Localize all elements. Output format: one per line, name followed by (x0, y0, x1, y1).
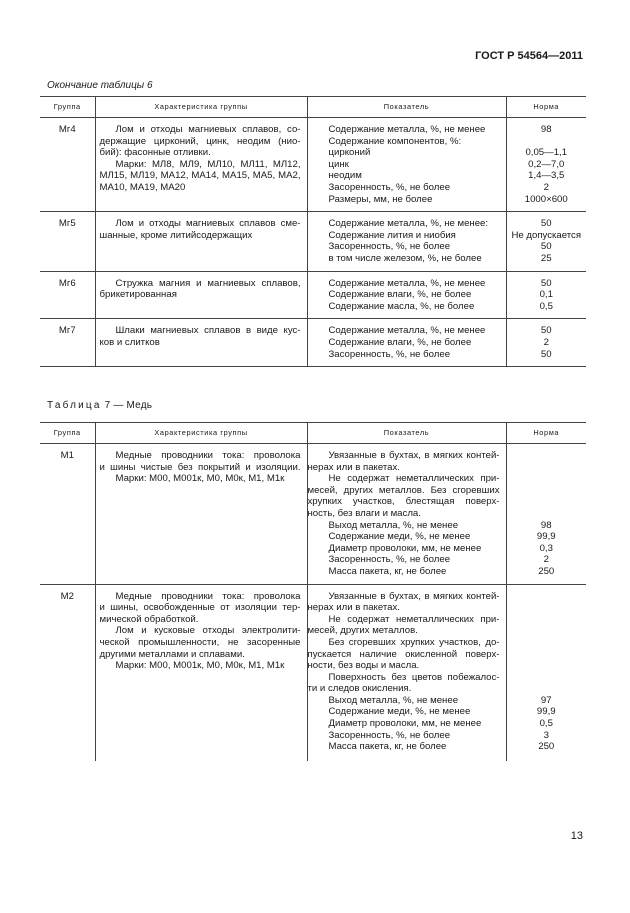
cell-text-line: Содержание металла, %, не менее: (328, 218, 489, 230)
cell-text-line: 0,5 (539, 718, 553, 730)
group-cell: М2 (60, 590, 74, 602)
cell-text-line (507, 660, 587, 672)
group-cell: Мг6 (58, 277, 76, 289)
cell-text-line: шанные, кроме литийсодержащих (99, 229, 253, 241)
cell-text-line: Стружка магния и магниевых сплавов, (115, 277, 301, 289)
cell-text-line: 250 (538, 565, 555, 577)
cell-text-line: Засоренность, %, не более (328, 348, 451, 360)
table-row (40, 218, 586, 264)
cell-text-line: 25 (540, 252, 552, 264)
cell-text-line (507, 473, 587, 485)
cell-text-line (507, 602, 587, 614)
characteristic-cell (95, 218, 307, 264)
cell-text-line: ности, без воды и масла. (307, 660, 420, 672)
cell-text-line (507, 625, 587, 637)
cell-text-line (507, 508, 587, 520)
cell-text-line: Содержание влаги, %, не более (328, 289, 472, 301)
norm-cell (506, 591, 586, 753)
cell-text-line: другими металлами и сплавами. (99, 648, 245, 660)
cell-text-line: Марки: МЛ8, МЛ9, МЛ10, МЛ11, МЛ12, (115, 158, 301, 170)
cell-text-line: 50 (540, 325, 552, 337)
cell-text-line: Диаметр проволоки, мм, не менее (328, 718, 482, 730)
cell-text-line: Поверхность без цветов побежалос- (328, 671, 500, 683)
table7-caption-word: Таблица (47, 400, 102, 411)
cell-text-line: Марки: М00, М001к, М0, М0к, М1, М1к (115, 473, 285, 485)
cell-text-line: 250 (538, 741, 555, 753)
cell-text-line: Содержание металла, %, не менее (328, 124, 486, 135)
cell-text-line: Засоренность, %, не более (328, 729, 451, 741)
cell-text-line: 97 (540, 694, 552, 706)
col-header-group: Группа (40, 97, 95, 118)
cell-text-line: Засоренность, %, не более (328, 241, 451, 253)
col-header-norm: Норма (506, 97, 586, 118)
page-number: 13 (570, 830, 583, 842)
col-header-group: Группа (40, 423, 95, 444)
cell-text-line: 98 (540, 124, 552, 135)
group-cell: Мг4 (58, 124, 76, 135)
cell-text-line: Диаметр проволоки, мм, не менее (328, 542, 482, 554)
norm-cell (506, 124, 586, 205)
cell-text-line: Содержание лития и ниобия (328, 229, 456, 241)
cell-text-line: ков и слитков (99, 336, 160, 348)
cell-text-line: Содержание металла, %, не менее (328, 277, 486, 289)
cell-text-line: Не содержат неметаллических при- (328, 613, 500, 625)
col-header-norm: Норма (506, 423, 586, 444)
cell-text-line: Размеры, мм, не более (328, 193, 433, 205)
col-header-indicator: Показатель (307, 97, 506, 118)
cell-text-line: и шины, освобожденные от изоляции тер- (99, 602, 301, 614)
cell-text-line: МЛ15, МЛ19, МА12, МА14, МА15, МА5, МА2, (99, 170, 301, 182)
cell-text-line: Увязанные в бухтах, в мягких контей- (328, 590, 500, 602)
cell-text-line (507, 462, 587, 474)
indicator-cell (307, 124, 506, 205)
cell-text-line: в том числе железом, %, не более (328, 252, 482, 264)
cell-text-line: 3 (543, 729, 549, 741)
cell-text-line: Марки: М00, М001к, М0, М0к, М1, М1к (115, 660, 285, 672)
cell-text-line: Масса пакета, кг, не более (328, 741, 447, 753)
cell-text-line: 2 (543, 181, 549, 193)
cell-text-line: 99,9 (536, 706, 556, 718)
cell-text-line: 0,1 (539, 289, 553, 301)
cell-text-line: и шины чистые без покрытий и изоляции. (99, 461, 301, 473)
cell-text-line: Содержание влаги, %, не более (328, 336, 472, 348)
cell-text-line (507, 485, 587, 497)
table7-header-row (40, 423, 586, 444)
table6 (40, 96, 586, 367)
table7 (40, 422, 586, 761)
cell-text-line: 0,05—1,1 (525, 147, 568, 159)
table7-caption-rest: 7 — Медь (104, 400, 153, 411)
cell-text-line: Шлаки магниевых сплавов в виде кус- (115, 325, 301, 337)
table-row (40, 450, 586, 578)
norm-cell (506, 218, 586, 264)
document-header: ГОСТ Р 54564—2011 (475, 50, 583, 62)
cell-text-line: ность, без влаги и масла. (307, 507, 421, 519)
cell-text-line: 50 (540, 218, 552, 230)
norm-cell (506, 450, 586, 578)
indicator-cell (307, 450, 506, 578)
cell-text-line: 2 (543, 336, 549, 348)
cell-text-line: нерах или в пакетах. (307, 461, 400, 473)
cell-text-line: Содержание меди, %, не менее (328, 531, 471, 543)
indicator-cell (307, 591, 506, 753)
cell-text-line (507, 136, 587, 148)
group-cell: М1 (60, 450, 74, 461)
cell-text-line: Лом и отходы магниевых сплавов, со- (115, 124, 301, 135)
col-header-characteristic: Характеристика группы (95, 423, 307, 444)
cell-text-line: Лом и кусковые отходы электролити- (115, 625, 301, 637)
cell-text-line: хрупких участков, блестящая поверх- (307, 496, 500, 508)
cell-text-line: Увязанные в бухтах, в мягких контей- (328, 450, 500, 461)
cell-text-line: Выход металла, %, не менее (328, 519, 459, 531)
cell-text-line (507, 450, 587, 462)
cell-text-line: ческой промышленности, не засоренные (99, 636, 301, 648)
cell-text-line: Не допускается (511, 229, 582, 241)
characteristic-cell (95, 591, 307, 753)
cell-text-line: Без сгоревших хрупких участков, до- (328, 636, 500, 648)
cell-text-line: брикетированная (99, 289, 177, 301)
cell-text-line: Не содержат неметаллических при- (328, 473, 500, 485)
cell-text-line: Содержание масла, %, не более (328, 300, 475, 312)
cell-text-line: Медные проводники тока: проволока (115, 590, 301, 602)
table-row (40, 124, 586, 205)
table-row (40, 278, 586, 313)
table-row (40, 325, 586, 360)
cell-text-line: пускается наличие окисленной поверх- (307, 648, 500, 660)
cell-text-line: Содержание металла, %, не менее (328, 325, 486, 337)
cell-text-line (507, 637, 587, 649)
cell-text-line: Выход металла, %, не менее (328, 694, 459, 706)
characteristic-cell (95, 278, 307, 313)
cell-text-line (507, 591, 587, 603)
cell-text-line: неодим (328, 170, 362, 182)
cell-text-line: ти и следов окисления. (307, 683, 412, 695)
cell-text-line: МА10, МА19, МА20 (99, 181, 186, 193)
table6-header-row (40, 97, 586, 118)
cell-text-line: цинк (328, 158, 349, 170)
cell-text-line: 0,3 (539, 542, 553, 554)
cell-text-line (507, 496, 587, 508)
cell-text-line: нерах или в пакетах. (307, 602, 400, 614)
table6-caption: Окончание таблицы 6 (47, 80, 153, 91)
indicator-cell (307, 278, 506, 313)
cell-text-line (507, 614, 587, 626)
cell-text-line (507, 672, 587, 684)
norm-cell (506, 325, 586, 360)
cell-text-line: Содержание компонентов, %: (328, 135, 462, 147)
table-row (40, 591, 586, 753)
cell-text-line: цирконий (328, 147, 371, 159)
cell-text-line: Лом и отходы магниевых сплавов смe- (115, 218, 301, 230)
cell-text-line: держащие цирконий, цинк, неодим (нио- (99, 135, 301, 147)
cell-text-line: 50 (540, 277, 552, 289)
cell-text-line: Масса пакета, кг, не более (328, 565, 447, 577)
cell-text-line: 1,4—3,5 (528, 170, 565, 182)
cell-text-line (507, 683, 587, 695)
cell-text-line: 50 (540, 348, 552, 360)
cell-text-line: месей, других металлов. (307, 625, 418, 637)
cell-text-line (507, 649, 587, 661)
characteristic-cell (95, 325, 307, 360)
cell-text-line: 99,9 (536, 531, 556, 543)
characteristic-cell (95, 124, 307, 205)
cell-text-line: Засоренность, %, не более (328, 181, 451, 193)
group-cell: Мг7 (58, 325, 76, 337)
cell-text-line: Содержание меди, %, не менее (328, 706, 471, 718)
col-header-characteristic: Характеристика группы (95, 97, 307, 118)
indicator-cell (307, 325, 506, 360)
norm-cell (506, 278, 586, 313)
characteristic-cell (95, 450, 307, 578)
cell-text-line: 0,5 (539, 300, 553, 312)
cell-text-line: мической обработкой. (99, 613, 199, 625)
cell-text-line: месей, других металлов. Без сгоревших (307, 484, 500, 496)
indicator-cell (307, 218, 506, 264)
cell-text-line: 98 (540, 519, 552, 531)
cell-text-line: Медные проводники тока: проволока (115, 450, 301, 461)
cell-text-line: 2 (543, 554, 549, 566)
cell-text-line: Засоренность, %, не более (328, 554, 451, 566)
group-cell: Мг5 (58, 218, 76, 230)
cell-text-line: бий): фасонные отливки. (99, 147, 211, 159)
table7-caption (47, 400, 152, 411)
cell-text-line: 0,2—7,0 (528, 158, 565, 170)
cell-text-line: 1000×600 (524, 193, 568, 205)
cell-text-line: 50 (540, 241, 552, 253)
col-header-indicator: Показатель (307, 423, 506, 444)
